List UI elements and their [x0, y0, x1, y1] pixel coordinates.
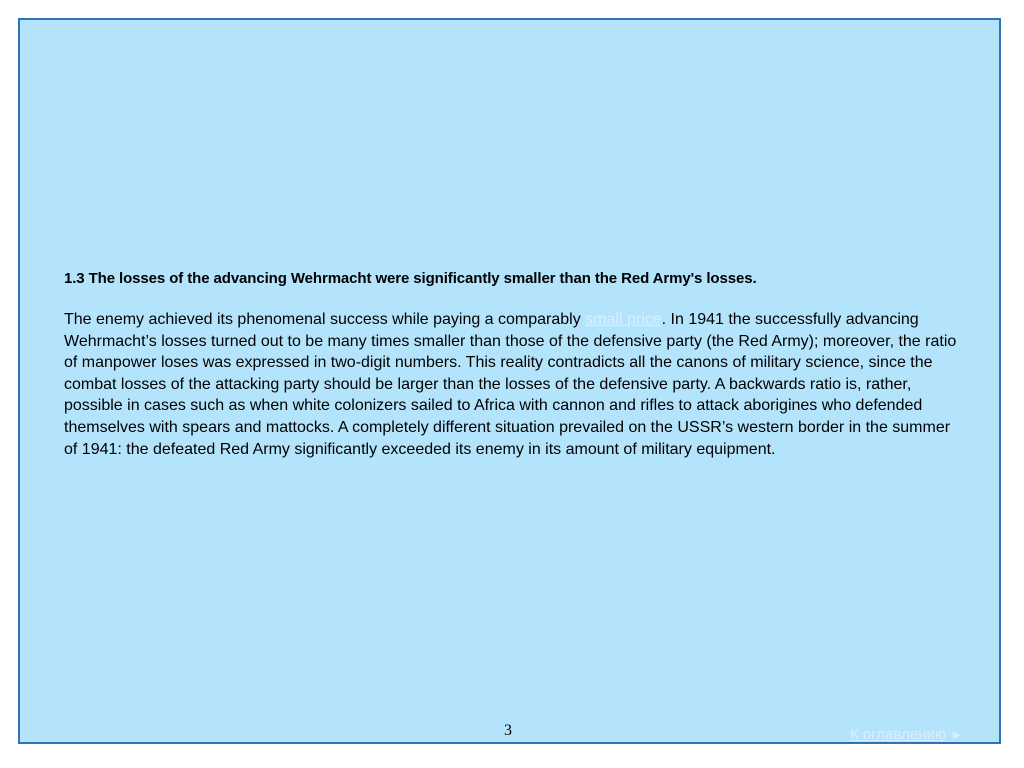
body-text-start: The enemy achieved its phenomenal success while paying a comparably — [64, 311, 586, 328]
table-of-contents-link[interactable] — [850, 726, 963, 743]
page-number: 3 — [504, 722, 512, 739]
arrow-right-icon: ► — [950, 727, 963, 742]
small-price-link[interactable]: small price — [585, 311, 662, 328]
body-paragraph — [64, 309, 964, 460]
slide-panel — [18, 18, 1001, 744]
body-text-end: . In 1941 the successfully advancing Wehrmacht’s losses turned out to be many times smaller than those of the defensive party (the Red Army); moreover, the ratio of manpower loses was expressed in two-digit numbers. This reality contradicts all the canons of military science, since the combat losses of the attacking party should be larger than the losses of the defensive party. A backwards ratio is, rather, possible in cases such as when white colonizers sailed to Africa with cannon and rifles to attack aborigines who defended themselves with spears and mattocks. A completely different situation prevailed on the USSR’s western border in the summer of 1941: the defeated Red Army significantly exceeded its enemy in its amount of military equipment. — [64, 311, 957, 458]
toc-link-label: К оглавлению — [850, 726, 947, 743]
section-heading: 1.3 The losses of the advancing Wehrmacht were significantly smaller than the Red Army's losses. — [64, 270, 757, 287]
